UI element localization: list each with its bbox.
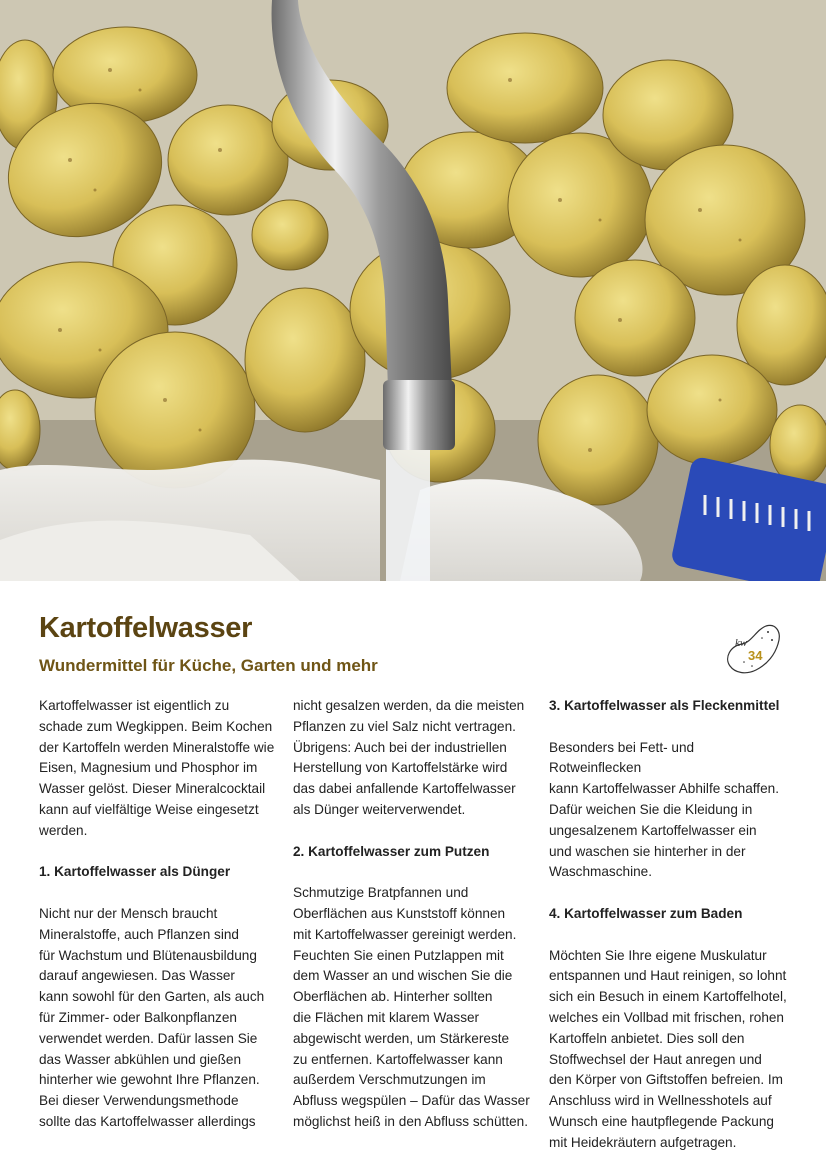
section-line: sich ein Besuch in einem Kartoffelhotel, bbox=[549, 989, 787, 1005]
intro-line: schade zum Wegkippen. Beim Kochen bbox=[39, 718, 273, 734]
section-line: für Wachstum und Blütenausbildung bbox=[39, 947, 257, 963]
intro-line: Wasser gelöst. Dieser Mineralcocktail bbox=[39, 781, 266, 797]
intro-line: kann auf vielfältige Weise eingesetzt bbox=[39, 801, 259, 817]
section-line: Oberflächen ab. Hinterher sollten bbox=[293, 989, 493, 1005]
section-line: Kartoffeln anbietet. Dies soll den bbox=[549, 1030, 745, 1046]
section-line: Nicht nur der Mensch braucht bbox=[39, 905, 218, 921]
section-line: Möchten Sie Ihre eigene Muskulatur bbox=[549, 947, 767, 963]
section-line: Wunsch eine hautpflegende Packung bbox=[549, 1113, 774, 1129]
section-line: Dafür weichen Sie die Kleidung in bbox=[549, 801, 753, 817]
section-line: für Zimmer- oder Balkonpflanzen bbox=[39, 1009, 237, 1025]
section-line: Bei dieser Verwendungsmethode bbox=[39, 1093, 239, 1109]
intro-line: der Kartoffeln werden Mineralstoffe wie bbox=[39, 739, 275, 755]
section-line: dem Wasser an und wischen Sie die bbox=[293, 968, 513, 984]
intro-line: Kartoffelwasser ist eigentlich zu bbox=[39, 698, 230, 713]
section-line: darauf angewiesen. Das Wasser bbox=[39, 968, 235, 984]
section-heading-putzen: 2. Kartoffelwasser zum Putzen bbox=[293, 843, 490, 859]
section-line: Stoffwechsel der Haut anregen und bbox=[549, 1051, 762, 1067]
section-line: und waschen sie hinterher in der bbox=[549, 843, 746, 859]
section-line: verwendet werden. Dafür lassen Sie bbox=[39, 1030, 258, 1046]
section-line: zu entfernen. Kartoffelwasser kann bbox=[293, 1051, 503, 1067]
column-2 bbox=[293, 696, 533, 1133]
section-line: Übrigens: Auch bei der industriellen bbox=[293, 739, 507, 755]
page-number: 34 bbox=[748, 648, 763, 663]
section-line: Oberflächen aus Kunststoff können bbox=[293, 905, 506, 921]
badge-initials: kw bbox=[735, 637, 748, 649]
section-line: Mineralstoffe, auch Pflanzen sind bbox=[39, 926, 239, 942]
section-line: nicht gesalzen werden, da die meisten bbox=[293, 698, 525, 713]
section-line: das dabei anfallende Kartoffelwasser bbox=[293, 781, 516, 797]
section-line: mit Kartoffelwasser gereinigt werden. bbox=[293, 926, 517, 942]
section-line: Waschmaschine. bbox=[549, 864, 652, 880]
section-line: als Dünger weiterverwendet. bbox=[293, 801, 466, 817]
section-heading-baden: 4. Kartoffelwasser zum Baden bbox=[549, 905, 743, 921]
section-line: Herstellung von Kartoffelstärke wird bbox=[293, 760, 508, 776]
section-line: sollte das Kartoffelwasser allerdings bbox=[39, 1113, 256, 1129]
section-line: mit Heidekräutern aufgetragen. bbox=[549, 1134, 737, 1150]
section-line: möglichst heiß in den Abfluss schütten. bbox=[293, 1113, 528, 1129]
intro-line: Eisen, Magnesium und Phosphor im bbox=[39, 760, 258, 776]
section-line: Abfluss wegspülen – Dafür das Wasser bbox=[293, 1093, 530, 1109]
section-line: ungesalzenem Kartoffelwasser ein bbox=[549, 822, 757, 838]
column-1 bbox=[39, 696, 279, 1133]
section-line: Anschluss wird in Wellnesshotels auf bbox=[549, 1093, 772, 1109]
section-line: entspannen und Haut reinigen, so lohnt bbox=[549, 968, 787, 984]
section-line: die Flächen mit klarem Wasser bbox=[293, 1009, 480, 1025]
section-line: Schmutzige Bratpfannen und bbox=[293, 885, 469, 901]
section-line: Besonders bei Fett- und Rotweinflecken bbox=[549, 739, 695, 776]
section-line: Feuchten Sie einen Putzlappen mit bbox=[293, 947, 504, 963]
section-line: hinterher wie gewohnt Ihre Pflanzen. bbox=[39, 1072, 260, 1088]
section-line: den Körper von Giftstoffen befreien. Im bbox=[549, 1072, 783, 1088]
section-line: Pflanzen zu viel Salz nicht vertragen. bbox=[293, 718, 516, 734]
section-line: kann Kartoffelwasser Abhilfe schaffen. bbox=[549, 781, 779, 797]
section-line: außerdem Verschmutzungen im bbox=[293, 1072, 486, 1088]
section-line: das Wasser abkühlen und gießen bbox=[39, 1051, 242, 1067]
section-heading-duenger: 1. Kartoffelwasser als Dünger bbox=[39, 864, 231, 880]
article-subtitle: Wundermittel für Küche, Garten und mehr bbox=[39, 656, 378, 675]
hero-photo-potatoes-in-sink bbox=[0, 0, 826, 581]
section-line: welches ein Vollbad mit frischen, rohen bbox=[549, 1009, 784, 1025]
intro-line: werden. bbox=[39, 822, 88, 838]
column-3 bbox=[549, 696, 789, 1154]
section-line: abgewischt werden, um Stärkereste bbox=[293, 1030, 510, 1046]
section-heading-fleckenmittel: 3. Kartoffelwasser als Fleckenmittel bbox=[549, 698, 780, 713]
article-title: Kartoffelwasser bbox=[39, 612, 253, 644]
section-line: kann sowohl für den Garten, als auch bbox=[39, 989, 265, 1005]
